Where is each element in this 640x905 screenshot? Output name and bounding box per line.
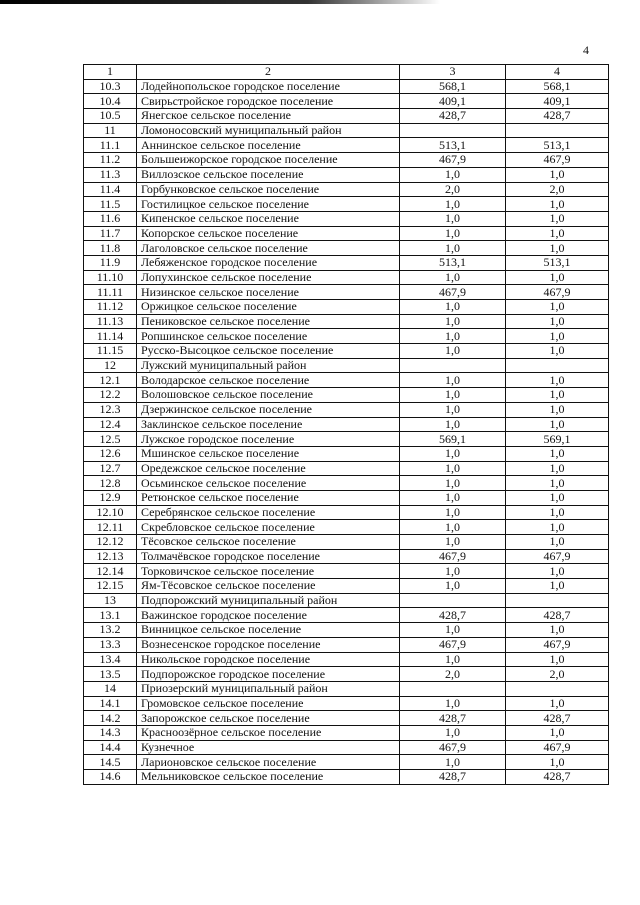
value-col-3: 428,7	[400, 770, 506, 785]
table-row	[84, 255, 609, 270]
table-row	[84, 432, 609, 447]
value-col-4	[506, 358, 609, 373]
row-number: 11.1	[84, 138, 137, 153]
settlement-name: Володарское сельское поселение	[137, 373, 400, 388]
table-row	[84, 182, 609, 197]
value-col-3: 1,0	[400, 373, 506, 388]
value-col-4: 1,0	[506, 373, 609, 388]
value-col-3: 1,0	[400, 725, 506, 740]
row-number: 14.6	[84, 770, 137, 785]
value-col-4: 1,0	[506, 402, 609, 417]
row-number: 14.5	[84, 755, 137, 770]
row-number: 12.12	[84, 535, 137, 550]
row-number: 13.4	[84, 652, 137, 667]
settlement-name: Ропшинское сельское поселение	[137, 329, 400, 344]
value-col-4: 568,1	[506, 79, 609, 94]
settlement-name: Толмачёвское городское поселение	[137, 549, 400, 564]
settlement-name: Пениковское сельское поселение	[137, 314, 400, 329]
settlement-name: Низинское сельское поселение	[137, 285, 400, 300]
table-row	[84, 314, 609, 329]
row-number: 12	[84, 358, 137, 373]
row-number: 11	[84, 123, 137, 138]
table-row	[84, 520, 609, 535]
value-col-3	[400, 681, 506, 696]
row-number: 11.7	[84, 226, 137, 241]
settlement-name: Кипенское сельское поселение	[137, 211, 400, 226]
value-col-4: 1,0	[506, 300, 609, 315]
value-col-4: 428,7	[506, 770, 609, 785]
value-col-4: 428,7	[506, 608, 609, 623]
row-number: 14	[84, 681, 137, 696]
value-col-3: 1,0	[400, 300, 506, 315]
row-number: 12.2	[84, 388, 137, 403]
settlement-name: Торковичское сельское поселение	[137, 564, 400, 579]
value-col-4: 428,7	[506, 109, 609, 124]
table-row	[84, 167, 609, 182]
page-number: 4	[583, 43, 589, 57]
table-row	[84, 505, 609, 520]
settlement-name: Дзержинское сельское поселение	[137, 402, 400, 417]
settlement-name: Подпорожское городское поселение	[137, 667, 400, 682]
header-col-3: 3	[400, 65, 506, 80]
value-col-3: 1,0	[400, 402, 506, 417]
row-number: 14.4	[84, 740, 137, 755]
row-number: 11.9	[84, 255, 137, 270]
table-row	[84, 711, 609, 726]
row-number: 11.14	[84, 329, 137, 344]
settlement-name: Лаголовское сельское поселение	[137, 241, 400, 256]
settlement-name: Большеижорское городское поселение	[137, 153, 400, 168]
settlement-name: Русско-Высоцкое сельское поселение	[137, 344, 400, 359]
value-col-3: 1,0	[400, 755, 506, 770]
table-row	[84, 285, 609, 300]
table-row	[84, 79, 609, 94]
value-col-4	[506, 593, 609, 608]
table-row	[84, 358, 609, 373]
settlement-name: Гостилицкое сельское поселение	[137, 197, 400, 212]
value-col-4: 2,0	[506, 182, 609, 197]
value-col-4: 428,7	[506, 711, 609, 726]
table-row	[84, 388, 609, 403]
header-col-1: 1	[84, 65, 137, 80]
value-col-3: 1,0	[400, 490, 506, 505]
value-col-4: 1,0	[506, 226, 609, 241]
table-row	[84, 446, 609, 461]
table-row	[84, 109, 609, 124]
table-row	[84, 593, 609, 608]
value-col-3: 1,0	[400, 476, 506, 491]
allocation-table	[83, 64, 609, 785]
value-col-4: 1,0	[506, 505, 609, 520]
value-col-3	[400, 593, 506, 608]
value-col-4: 1,0	[506, 270, 609, 285]
value-col-3: 1,0	[400, 241, 506, 256]
value-col-4: 467,9	[506, 740, 609, 755]
value-col-3: 1,0	[400, 270, 506, 285]
table-row	[84, 549, 609, 564]
value-col-3: 467,9	[400, 637, 506, 652]
value-col-4: 569,1	[506, 432, 609, 447]
value-col-4: 1,0	[506, 520, 609, 535]
value-col-4: 1,0	[506, 696, 609, 711]
settlement-name: Серебрянское сельское поселение	[137, 505, 400, 520]
value-col-4: 1,0	[506, 197, 609, 212]
table-row	[84, 153, 609, 168]
row-number: 11.6	[84, 211, 137, 226]
value-col-3: 1,0	[400, 314, 506, 329]
table-row	[84, 725, 609, 740]
value-col-4: 513,1	[506, 255, 609, 270]
value-col-4	[506, 123, 609, 138]
value-col-4: 2,0	[506, 667, 609, 682]
value-col-4: 1,0	[506, 755, 609, 770]
settlement-name: Мшинское сельское поселение	[137, 446, 400, 461]
value-col-3: 513,1	[400, 138, 506, 153]
row-number: 11.2	[84, 153, 137, 168]
value-col-4: 1,0	[506, 623, 609, 638]
row-number: 12.5	[84, 432, 137, 447]
value-col-4: 513,1	[506, 138, 609, 153]
settlement-name: Лопухинское сельское поселение	[137, 270, 400, 285]
value-col-3: 2,0	[400, 667, 506, 682]
table-row	[84, 476, 609, 491]
value-col-3: 1,0	[400, 461, 506, 476]
row-number: 14.1	[84, 696, 137, 711]
top-border-line	[0, 0, 440, 4]
settlement-name: Громовское сельское поселение	[137, 696, 400, 711]
value-col-4	[506, 681, 609, 696]
value-col-4: 1,0	[506, 241, 609, 256]
table-row	[84, 461, 609, 476]
value-col-4: 1,0	[506, 314, 609, 329]
settlement-name: Янегское сельское поселение	[137, 109, 400, 124]
row-number: 10.5	[84, 109, 137, 124]
table-row	[84, 490, 609, 505]
table-row	[84, 652, 609, 667]
value-col-3: 1,0	[400, 417, 506, 432]
value-col-4: 467,9	[506, 637, 609, 652]
value-col-3	[400, 123, 506, 138]
table-row	[84, 226, 609, 241]
value-col-3: 428,7	[400, 109, 506, 124]
row-number: 11.5	[84, 197, 137, 212]
value-col-4: 1,0	[506, 461, 609, 476]
table-body	[84, 79, 609, 784]
value-col-4: 1,0	[506, 535, 609, 550]
settlement-name: Виллозское сельское поселение	[137, 167, 400, 182]
table-row	[84, 755, 609, 770]
row-number: 12.10	[84, 505, 137, 520]
table-row	[84, 241, 609, 256]
settlement-name: Никольское городское поселение	[137, 652, 400, 667]
value-col-4: 1,0	[506, 167, 609, 182]
table-row	[84, 138, 609, 153]
table-row	[84, 579, 609, 594]
value-col-3: 467,9	[400, 285, 506, 300]
row-number: 12.7	[84, 461, 137, 476]
table-row	[84, 623, 609, 638]
value-col-3: 467,9	[400, 740, 506, 755]
row-number: 13.1	[84, 608, 137, 623]
value-col-3: 467,9	[400, 153, 506, 168]
settlement-name: Аннинское сельское поселение	[137, 138, 400, 153]
settlement-name: Приозерский муниципальный район	[137, 681, 400, 696]
value-col-3: 428,7	[400, 608, 506, 623]
settlement-name: Лужское городское поселение	[137, 432, 400, 447]
value-col-4: 1,0	[506, 490, 609, 505]
row-number: 14.2	[84, 711, 137, 726]
row-number: 11.3	[84, 167, 137, 182]
value-col-3: 1,0	[400, 520, 506, 535]
row-number: 12.11	[84, 520, 137, 535]
row-number: 10.4	[84, 94, 137, 109]
value-col-4: 1,0	[506, 564, 609, 579]
row-number: 13.3	[84, 637, 137, 652]
settlement-name: Волошовское сельское поселение	[137, 388, 400, 403]
row-number: 11.15	[84, 344, 137, 359]
value-col-3: 428,7	[400, 711, 506, 726]
value-col-3: 467,9	[400, 549, 506, 564]
value-col-4: 467,9	[506, 549, 609, 564]
settlement-name: Лодейнопольское городское поселение	[137, 79, 400, 94]
row-number: 12.15	[84, 579, 137, 594]
settlement-name: Оржицкое сельское поселение	[137, 300, 400, 315]
table-row	[84, 564, 609, 579]
value-col-4: 1,0	[506, 652, 609, 667]
table-row	[84, 740, 609, 755]
settlement-name: Вознесенское городское поселение	[137, 637, 400, 652]
settlement-name: Красноозёрное сельское поселение	[137, 725, 400, 740]
table-row	[84, 329, 609, 344]
settlement-name: Скребловское сельское поселение	[137, 520, 400, 535]
value-col-4: 409,1	[506, 94, 609, 109]
settlement-name: Копорское сельское поселение	[137, 226, 400, 241]
row-number: 12.3	[84, 402, 137, 417]
table-row	[84, 667, 609, 682]
settlement-name: Запорожское сельское поселение	[137, 711, 400, 726]
value-col-3: 1,0	[400, 167, 506, 182]
row-number: 11.12	[84, 300, 137, 315]
value-col-3: 568,1	[400, 79, 506, 94]
row-number: 10.3	[84, 79, 137, 94]
settlement-name: Лужский муниципальный район	[137, 358, 400, 373]
value-col-4: 467,9	[506, 153, 609, 168]
table-header-row	[84, 65, 609, 80]
value-col-4: 1,0	[506, 476, 609, 491]
header-col-4: 4	[506, 65, 609, 80]
value-col-3: 1,0	[400, 226, 506, 241]
value-col-3: 1,0	[400, 446, 506, 461]
settlement-name: Тёсовское сельское поселение	[137, 535, 400, 550]
row-number: 13	[84, 593, 137, 608]
settlement-name: Ям-Тёсовское сельское поселение	[137, 579, 400, 594]
table-row	[84, 402, 609, 417]
value-col-3: 1,0	[400, 652, 506, 667]
value-col-4: 1,0	[506, 388, 609, 403]
table-row	[84, 211, 609, 226]
settlement-name: Важинское городское поселение	[137, 608, 400, 623]
value-col-4: 1,0	[506, 211, 609, 226]
row-number: 11.8	[84, 241, 137, 256]
value-col-4: 1,0	[506, 446, 609, 461]
table-row	[84, 123, 609, 138]
row-number: 11.4	[84, 182, 137, 197]
settlement-name: Подпорожский муниципальный район	[137, 593, 400, 608]
table-row	[84, 417, 609, 432]
value-col-3: 1,0	[400, 623, 506, 638]
value-col-4: 1,0	[506, 329, 609, 344]
value-col-3: 1,0	[400, 579, 506, 594]
settlement-name: Ломоносовский муниципальный район	[137, 123, 400, 138]
row-number: 12.6	[84, 446, 137, 461]
table-row	[84, 344, 609, 359]
row-number: 13.5	[84, 667, 137, 682]
table-row	[84, 300, 609, 315]
row-number: 11.11	[84, 285, 137, 300]
value-col-4: 1,0	[506, 417, 609, 432]
table-row	[84, 681, 609, 696]
row-number: 13.2	[84, 623, 137, 638]
settlement-name: Оредежское сельское поселение	[137, 461, 400, 476]
row-number: 12.13	[84, 549, 137, 564]
settlement-name: Свирьстройское городское поселение	[137, 94, 400, 109]
table-row	[84, 94, 609, 109]
value-col-3: 1,0	[400, 696, 506, 711]
value-col-4: 1,0	[506, 725, 609, 740]
settlement-name: Заклинское сельское поселение	[137, 417, 400, 432]
table-row	[84, 373, 609, 388]
value-col-4: 1,0	[506, 579, 609, 594]
settlement-name: Ларионовское сельское поселение	[137, 755, 400, 770]
table-row	[84, 535, 609, 550]
row-number: 12.14	[84, 564, 137, 579]
row-number: 12.8	[84, 476, 137, 491]
row-number: 12.9	[84, 490, 137, 505]
table-row	[84, 608, 609, 623]
value-col-3: 1,0	[400, 388, 506, 403]
table-row	[84, 197, 609, 212]
settlement-name: Ретюнское сельское поселение	[137, 490, 400, 505]
table-row	[84, 270, 609, 285]
value-col-4: 1,0	[506, 344, 609, 359]
settlement-name: Лебяженское городское поселение	[137, 255, 400, 270]
value-col-3: 1,0	[400, 197, 506, 212]
value-col-3: 2,0	[400, 182, 506, 197]
table-row	[84, 637, 609, 652]
value-col-3: 513,1	[400, 255, 506, 270]
value-col-3: 1,0	[400, 344, 506, 359]
value-col-4: 467,9	[506, 285, 609, 300]
settlement-name: Кузнечное	[137, 740, 400, 755]
value-col-3: 1,0	[400, 564, 506, 579]
value-col-3: 569,1	[400, 432, 506, 447]
settlement-name: Мельниковское сельское поселение	[137, 770, 400, 785]
row-number: 11.13	[84, 314, 137, 329]
header-col-2: 2	[137, 65, 400, 80]
row-number: 12.4	[84, 417, 137, 432]
row-number: 14.3	[84, 725, 137, 740]
value-col-3: 1,0	[400, 329, 506, 344]
row-number: 11.10	[84, 270, 137, 285]
value-col-3: 1,0	[400, 505, 506, 520]
table-row	[84, 696, 609, 711]
row-number: 12.1	[84, 373, 137, 388]
value-col-3: 409,1	[400, 94, 506, 109]
value-col-3: 1,0	[400, 535, 506, 550]
value-col-3	[400, 358, 506, 373]
settlement-name: Осьминское сельское поселение	[137, 476, 400, 491]
settlement-name: Винницкое сельское поселение	[137, 623, 400, 638]
value-col-3: 1,0	[400, 211, 506, 226]
table-row	[84, 770, 609, 785]
settlement-name: Горбунковское сельское поселение	[137, 182, 400, 197]
